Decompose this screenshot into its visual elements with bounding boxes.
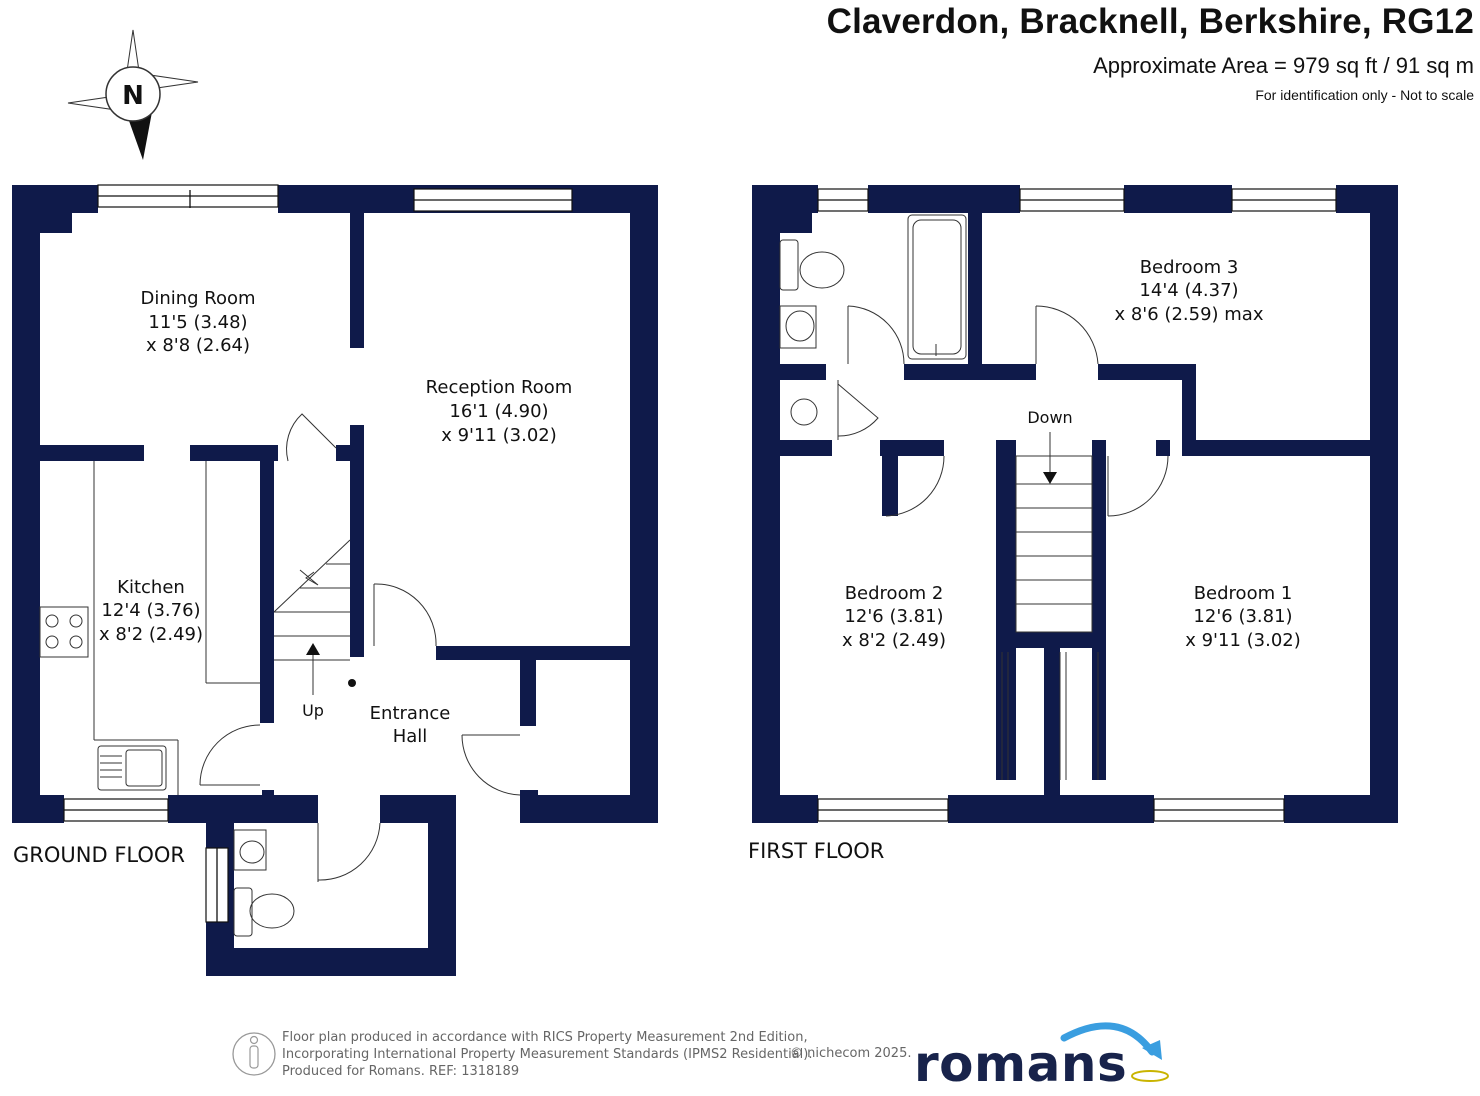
stairs-up-label: Up (302, 701, 324, 720)
ground-wc-fittings (234, 830, 294, 936)
person-info-icon (233, 1033, 275, 1075)
bedroom1-name: Bedroom 1 (1193, 583, 1293, 604)
stairs-down-label: Down (1027, 408, 1073, 427)
reception-room-name: Reception Room (425, 377, 573, 398)
bedroom3-dim2: x 8'6 (2.59) max (1114, 304, 1264, 325)
landing-cupboard (791, 380, 878, 440)
ground-floor-label: GROUND FLOOR (13, 843, 185, 867)
bathroom-fittings (780, 215, 966, 364)
reception-room-dim1: 16'1 (4.90) (449, 401, 549, 422)
entrance-hall-name-line2: Hall (392, 726, 428, 747)
bedroom1-dim1: 12'6 (3.81) (1193, 606, 1293, 627)
footer-line-1: Floor plan produced in accordance with RICS Property Measurement 2nd Edition, (282, 1030, 808, 1045)
first-floor-walls (752, 185, 1398, 823)
ground-room-labels (99, 288, 572, 747)
north-compass-icon (68, 30, 198, 160)
kitchen-name: Kitchen (117, 577, 185, 598)
dining-room-name: Dining Room (140, 288, 256, 309)
footer-line-3: Produced for Romans. REF: 1318189 (282, 1064, 520, 1079)
reception-room-dim2: x 9'11 (3.02) (441, 425, 557, 446)
romans-logo-text: romans (914, 1035, 1128, 1093)
bedroom1-dim2: x 9'11 (3.02) (1185, 630, 1301, 651)
entrance-hall-name-line1: Entrance (369, 703, 451, 724)
bedroom3-dim1: 14'4 (4.37) (1139, 280, 1239, 301)
bedroom2-dim2: x 8'2 (2.49) (841, 630, 947, 651)
copyright: © nichecom 2025. (790, 1046, 912, 1061)
bedroom2-name: Bedroom 2 (844, 583, 944, 604)
kitchen-dim1: 12'4 (3.76) (101, 600, 201, 621)
kitchen-dim2: x 8'2 (2.49) (98, 624, 204, 645)
dining-room-dim1: 11'5 (3.48) (148, 312, 248, 333)
footer-line-2: Incorporating International Property Measurement Standards (IPMS2 Residential). (282, 1047, 813, 1062)
compass-north-letter: N (122, 81, 144, 111)
bedroom3-name: Bedroom 3 (1139, 257, 1239, 278)
scale-disclaimer: For identification only - Not to scale (1255, 87, 1474, 103)
property-address-title: Claverdon, Bracknell, Berkshire, RG12 (826, 2, 1474, 41)
first-floor-label: FIRST FLOOR (748, 839, 885, 863)
first-floor-stairs (1016, 432, 1092, 632)
ground-floor-stairs (274, 540, 356, 695)
approximate-area: Approximate Area = 979 sq ft / 91 sq m (1093, 53, 1474, 78)
bedroom2-dim1: 12'6 (3.81) (844, 606, 944, 627)
dining-room-dim2: x 8'8 (2.64) (145, 335, 251, 356)
footer-disclaimer (282, 1029, 812, 1080)
